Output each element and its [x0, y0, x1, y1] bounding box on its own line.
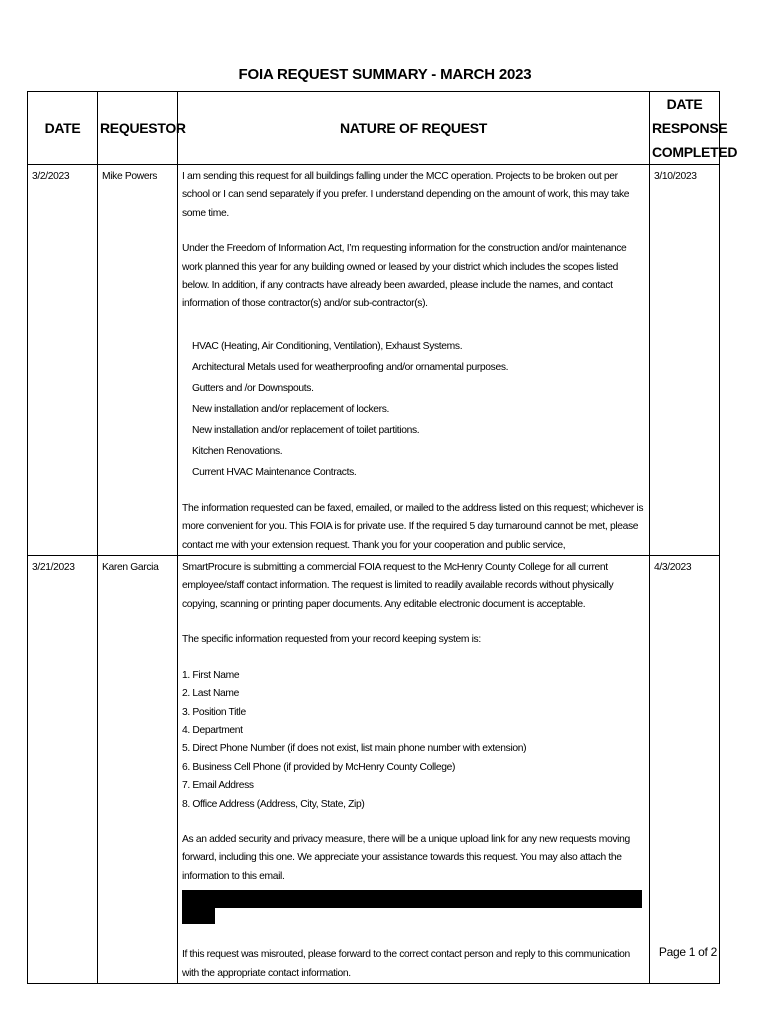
page-title: FOIA REQUEST SUMMARY - MARCH 2023: [238, 66, 532, 83]
row-requestor: Mike Powers: [98, 165, 178, 556]
row-nature: [178, 556, 650, 984]
row-requestor: Karen Garcia: [98, 556, 178, 984]
list-item: Gutters and /or Downspouts.: [192, 382, 314, 394]
field-list: [182, 667, 645, 814]
nature-paragraph: SmartProcure is submitting a commercial FOIA request to the McHenry County College for all current employee/staff contact information. The request is limited to readily available records without physically copying, scanning or printing paper documents. Any editable electronic document is acceptable.: [182, 562, 614, 610]
nature-paragraph: The specific information requested from your record keeping system is:: [182, 634, 481, 646]
list-item: HVAC (Heating, Air Conditioning, Ventilation), Exhaust Systems.: [192, 340, 463, 352]
row-date: 3/21/2023: [28, 556, 98, 984]
list-item: Kitchen Renovations.: [192, 445, 283, 457]
list-item: 5. Direct Phone Number (if does not exist, list main phone number with extension): [182, 743, 527, 755]
nature-paragraph: As an added security and privacy measure, there will be a unique upload link for any new requests moving forward, including this one. We appreciate your assistance towards this request. You may also attach the information to this email.: [182, 833, 630, 882]
foia-summary-table: [27, 91, 738, 984]
nature-paragraph: Under the Freedom of Information Act, I’m requesting information for the construction and/or maintenance work planned this year for any building owned or leased by your district which includes the scopes listed below. In addition, if any contracts have already been awarded, please include the names, and contact information of those contractor(s) and/or sub-contractor(s).: [182, 243, 627, 310]
page-number: Page 1 of 2: [658, 945, 717, 959]
redaction-bar: [182, 890, 642, 908]
header-date-response: [650, 92, 738, 165]
row-date: 3/2/2023: [28, 165, 98, 556]
list-item: Current HVAC Maintenance Contracts.: [192, 466, 357, 478]
scope-list: [182, 331, 645, 483]
list-item: New installation and/or replacement of lockers.: [192, 403, 390, 415]
header-response-line1: DATE RESPONSE: [652, 96, 728, 136]
table-row: [28, 165, 720, 556]
list-item: 7. Email Address: [182, 780, 254, 792]
list-item: 2. Last Name: [182, 688, 240, 700]
table-row: [28, 556, 720, 984]
header-response-line2: COMPLETED: [652, 144, 738, 160]
list-item: 8. Office Address (Address, City, State, Zip): [182, 798, 365, 810]
header-requestor: REQUESTOR: [98, 92, 178, 165]
table-header-row: [28, 92, 720, 165]
list-item: 6. Business Cell Phone (if provided by McHenry County College): [182, 761, 456, 773]
nature-paragraph: I am sending this request for all buildings falling under the MCC operation. Projects to be broken out per school or I can send separately if you prefer. I understand depending on the amount of work, this may take some time.: [182, 171, 630, 219]
list-item: 3. Position Title: [182, 706, 246, 718]
row-nature: [178, 165, 650, 556]
row-response-date: 3/10/2023: [650, 165, 720, 556]
list-item: 4. Department: [182, 724, 243, 736]
nature-paragraph: The information requested can be faxed, emailed, or mailed to the address listed on this request; whichever is more convenient for you. This FOIA is for private use. If the required 5 day turnaround cannot be met, please contact me with your extension request. Thank you for your cooperation and public service,: [182, 502, 644, 551]
row-response-date: 4/3/2023: [650, 556, 720, 984]
list-item: New installation and/or replacement of toilet partitions.: [192, 424, 420, 436]
list-item: 1. First Name: [182, 669, 240, 681]
header-date: DATE: [28, 92, 98, 165]
nature-paragraph: If this request was misrouted, please forward to the correct contact person and reply to this communication with the appropriate contact information.: [182, 949, 630, 979]
list-item: Architectural Metals used for weatherproofing and/or ornamental purposes.: [192, 361, 509, 373]
header-nature: NATURE OF REQUEST: [178, 92, 650, 165]
